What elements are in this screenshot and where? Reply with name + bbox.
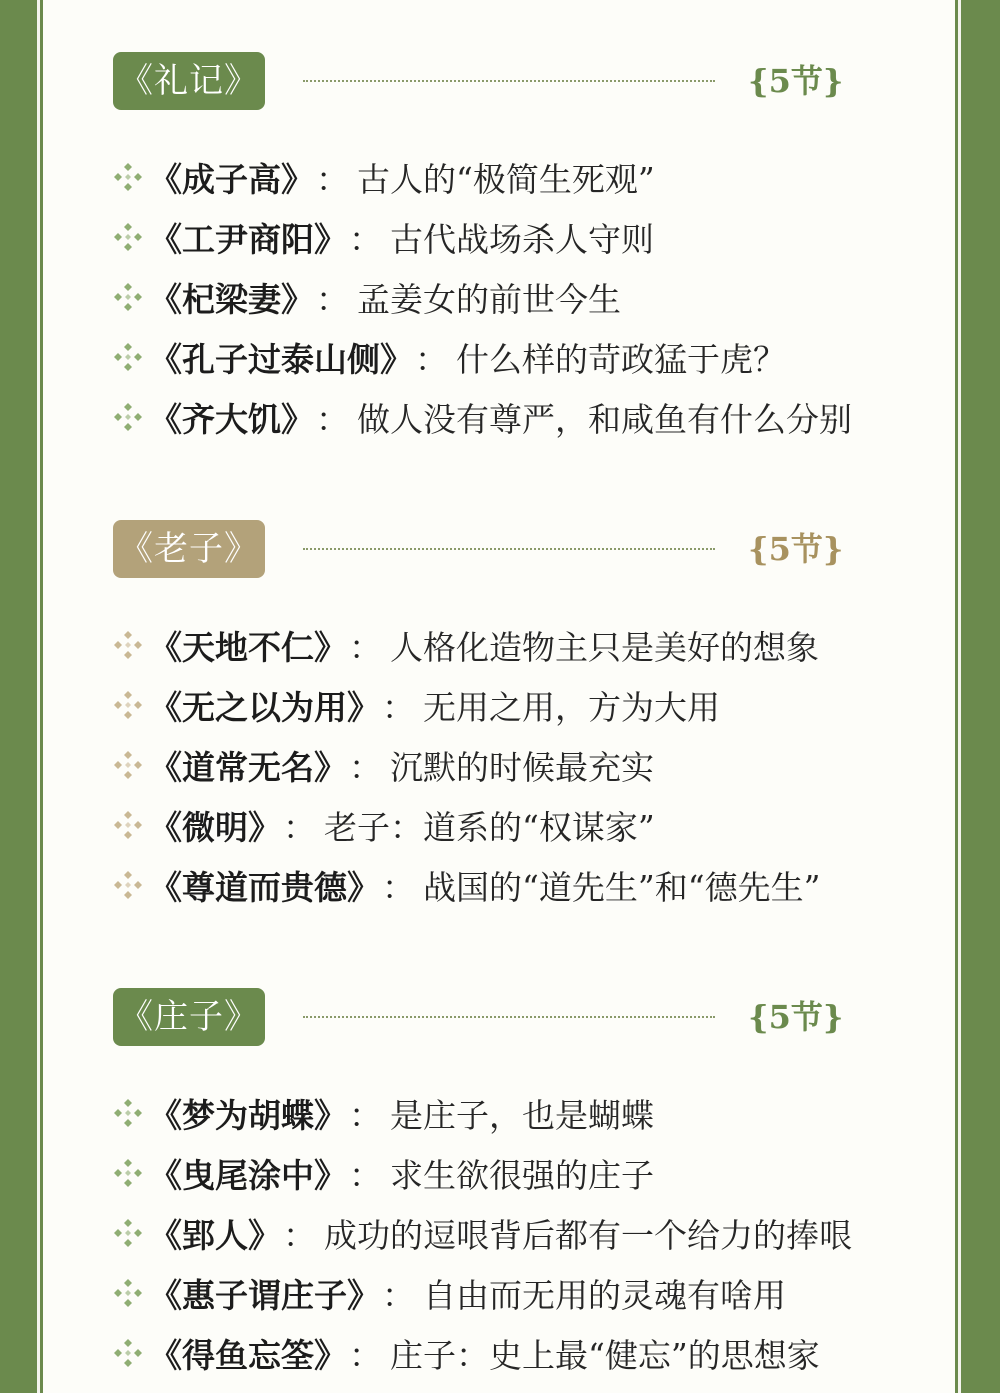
lesson-title: 《齐大饥》	[149, 399, 314, 439]
diamond-bullet-icon	[113, 870, 143, 900]
section-tag: 《庄子》	[113, 988, 265, 1046]
dotted-divider	[303, 1016, 715, 1018]
lesson-description: 沉默的时候最充实	[390, 747, 654, 787]
list-item	[113, 735, 913, 795]
diamond-bullet-icon	[113, 1098, 143, 1128]
lesson-description: 求生欲很强的庄子	[390, 1155, 654, 1195]
lesson-title: 《天地不仁》	[149, 627, 347, 667]
list-item	[113, 1263, 913, 1323]
separator: ：	[349, 627, 382, 667]
list-item	[113, 207, 913, 267]
lesson-title: 《梦为胡蝶》	[149, 1095, 347, 1135]
separator: ：	[349, 1155, 382, 1195]
list-item	[113, 1203, 913, 1263]
lesson-title: 《孔子过泰山侧》	[149, 339, 413, 379]
diamond-bullet-icon	[113, 282, 143, 312]
separator: ：	[316, 399, 349, 439]
lesson-count: {5节}	[748, 998, 844, 1036]
lesson-description: 是庄子，也是蝴蝶	[390, 1095, 654, 1135]
lesson-title: 《杞梁妻》	[149, 279, 314, 319]
lesson-list	[113, 1083, 913, 1383]
diamond-bullet-icon	[113, 810, 143, 840]
diamond-bullet-icon	[113, 162, 143, 192]
lesson-description: 古代战场杀人守则	[390, 219, 654, 259]
list-item	[113, 1143, 913, 1203]
lesson-description: 无用之用，方为大用	[423, 687, 720, 727]
separator: ：	[283, 807, 316, 847]
list-item	[113, 855, 913, 915]
lesson-description: 成功的逗哏背后都有一个给力的捧哏	[324, 1215, 852, 1255]
diamond-bullet-icon	[113, 630, 143, 660]
section-tag: 《老子》	[113, 520, 265, 578]
separator: ：	[382, 1275, 415, 1315]
dotted-divider	[303, 80, 715, 82]
separator: ：	[382, 867, 415, 907]
diamond-bullet-icon	[113, 402, 143, 432]
lesson-title: 《无之以为用》	[149, 687, 380, 727]
lesson-count: {5节}	[748, 62, 844, 100]
separator: ：	[316, 159, 349, 199]
list-item	[113, 267, 913, 327]
dotted-divider	[303, 548, 715, 550]
lesson-list	[113, 615, 913, 915]
lesson-title: 《工尹商阳》	[149, 219, 347, 259]
lesson-description: 古人的“极简生死观”	[357, 159, 655, 199]
lesson-description: 什么样的苛政猛于虎？	[456, 339, 786, 379]
lesson-description: 人格化造物主只是美好的想象	[390, 627, 819, 667]
diamond-bullet-icon	[113, 690, 143, 720]
separator: ：	[349, 1095, 382, 1135]
lesson-description: 庄子：史上最“健忘”的思想家	[390, 1335, 820, 1375]
lesson-list	[113, 147, 913, 447]
lesson-title: 《微明》	[149, 807, 281, 847]
list-item	[113, 147, 913, 207]
separator: ：	[415, 339, 448, 379]
list-item	[113, 1083, 913, 1143]
separator: ：	[349, 219, 382, 259]
lesson-title: 《成子高》	[149, 159, 314, 199]
diamond-bullet-icon	[113, 342, 143, 372]
separator: ：	[382, 687, 415, 727]
diamond-bullet-icon	[113, 1218, 143, 1248]
lesson-count: {5节}	[748, 530, 844, 568]
list-item	[113, 795, 913, 855]
lesson-title: 《惠子谓庄子》	[149, 1275, 380, 1315]
lesson-title: 《曳尾涂中》	[149, 1155, 347, 1195]
diamond-bullet-icon	[113, 222, 143, 252]
lesson-description: 孟姜女的前世今生	[357, 279, 621, 319]
frame-inner-line-left	[37, 0, 40, 1393]
frame-inner-line-right	[958, 0, 961, 1393]
diamond-bullet-icon	[113, 1278, 143, 1308]
lesson-description: 老子：道系的“权谋家”	[324, 807, 655, 847]
lesson-title: 《郢人》	[149, 1215, 281, 1255]
list-item	[113, 675, 913, 735]
list-item	[113, 387, 913, 447]
lesson-title: 《尊道而贵德》	[149, 867, 380, 907]
separator: ：	[283, 1215, 316, 1255]
separator: ：	[349, 1335, 382, 1375]
diamond-bullet-icon	[113, 1338, 143, 1368]
list-item	[113, 615, 913, 675]
separator: ：	[349, 747, 382, 787]
separator: ：	[316, 279, 349, 319]
list-item	[113, 1323, 913, 1383]
section-tag: 《礼记》	[113, 52, 265, 110]
lesson-description: 战国的“道先生”和“德先生”	[423, 867, 821, 907]
list-item	[113, 327, 913, 387]
lesson-title: 《得鱼忘筌》	[149, 1335, 347, 1375]
diamond-bullet-icon	[113, 1158, 143, 1188]
lesson-title: 《道常无名》	[149, 747, 347, 787]
lesson-description: 做人没有尊严，和咸鱼有什么分别	[357, 399, 852, 439]
diamond-bullet-icon	[113, 750, 143, 780]
lesson-description: 自由而无用的灵魂有啥用	[423, 1275, 786, 1315]
